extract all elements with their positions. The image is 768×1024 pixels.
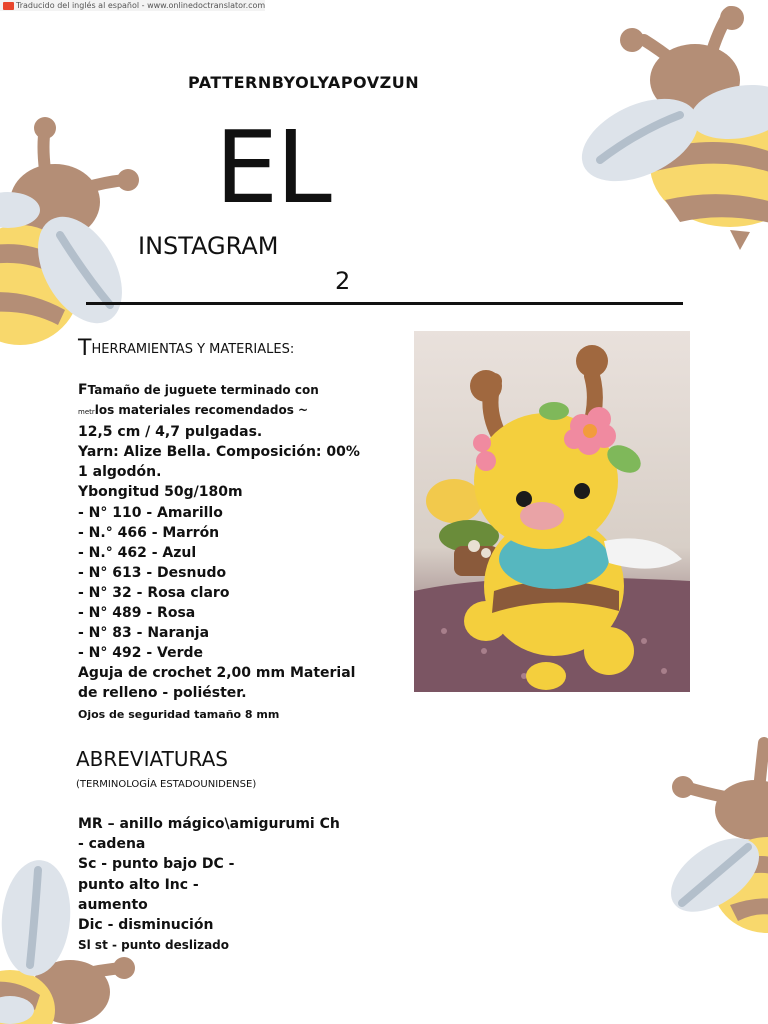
amigurumi-bee-photo	[414, 331, 690, 692]
list-item: Ybongitud 50g/180m	[78, 484, 243, 501]
page-number: 2	[335, 267, 351, 295]
list-item: - N° 83 - Naranja	[78, 625, 210, 642]
materials-list	[78, 380, 378, 725]
banner-text: Traducido del inglés al español - www.onlinedoctranslator.com	[16, 1, 266, 10]
materials-heading-cap: T	[78, 336, 92, 361]
list-item: - N° 110 - Amarillo	[78, 504, 223, 521]
bee-illustration-top-right	[580, 0, 768, 255]
list-item: MR – anillo mágico\amigurumi Ch	[78, 816, 340, 832]
list-item: Sc - punto bajo DC -	[78, 856, 235, 873]
list-item: - N.° 466 - Marrón	[78, 524, 220, 541]
list-item: de relleno - poliéster.	[78, 685, 247, 702]
big-title: EL	[215, 109, 330, 226]
list-item: - N° 613 - Desnudo	[78, 564, 227, 581]
abbreviations-list	[78, 814, 338, 955]
list-item: metrlos materiales recomendados ~	[78, 403, 309, 418]
list-item: - N° 32 - Rosa claro	[78, 584, 230, 601]
bee-illustration-top-left	[0, 110, 150, 345]
materials-heading-text: HERRAMIENTAS Y MATERIALES:	[91, 342, 295, 357]
list-item: Yarn: Alize Bella. Composición: 00%	[78, 444, 360, 461]
list-item: - cadena	[78, 836, 146, 853]
list-item: 1 algodón.	[78, 464, 162, 481]
list-item: - N° 489 - Rosa	[78, 605, 196, 622]
brand-name: PATTERNBYOLYAPOVZUN	[188, 73, 420, 92]
list-item: Sl st - punto deslizado	[78, 938, 229, 953]
abbreviations-heading: ABREVIATURAS	[76, 747, 228, 771]
translation-banner[interactable]	[0, 0, 265, 11]
bee-illustration-bottom-right	[660, 735, 768, 935]
header-divider	[86, 302, 683, 305]
list-item: FTamaño de juguete terminado con	[78, 382, 319, 398]
list-item: Aguja de crochet 2,00 mm Material	[78, 665, 356, 682]
translator-logo-icon	[3, 2, 14, 10]
list-item: 12,5 cm / 4,7 pulgadas.	[78, 424, 263, 441]
abbreviations-subheading: (TERMINOLOGÍA ESTADOUNIDENSE)	[76, 779, 257, 790]
instagram-label: INSTAGRAM	[138, 232, 279, 260]
list-item: Dic - disminución	[78, 917, 214, 934]
list-item: Ojos de seguridad tamaño 8 mm	[78, 707, 280, 721]
list-item: aumento	[78, 896, 148, 913]
list-item: punto alto Inc -	[78, 876, 199, 893]
list-item: - N.° 462 - Azul	[78, 544, 197, 561]
materials-heading	[78, 336, 294, 361]
list-item: - N° 492 - Verde	[78, 645, 204, 662]
